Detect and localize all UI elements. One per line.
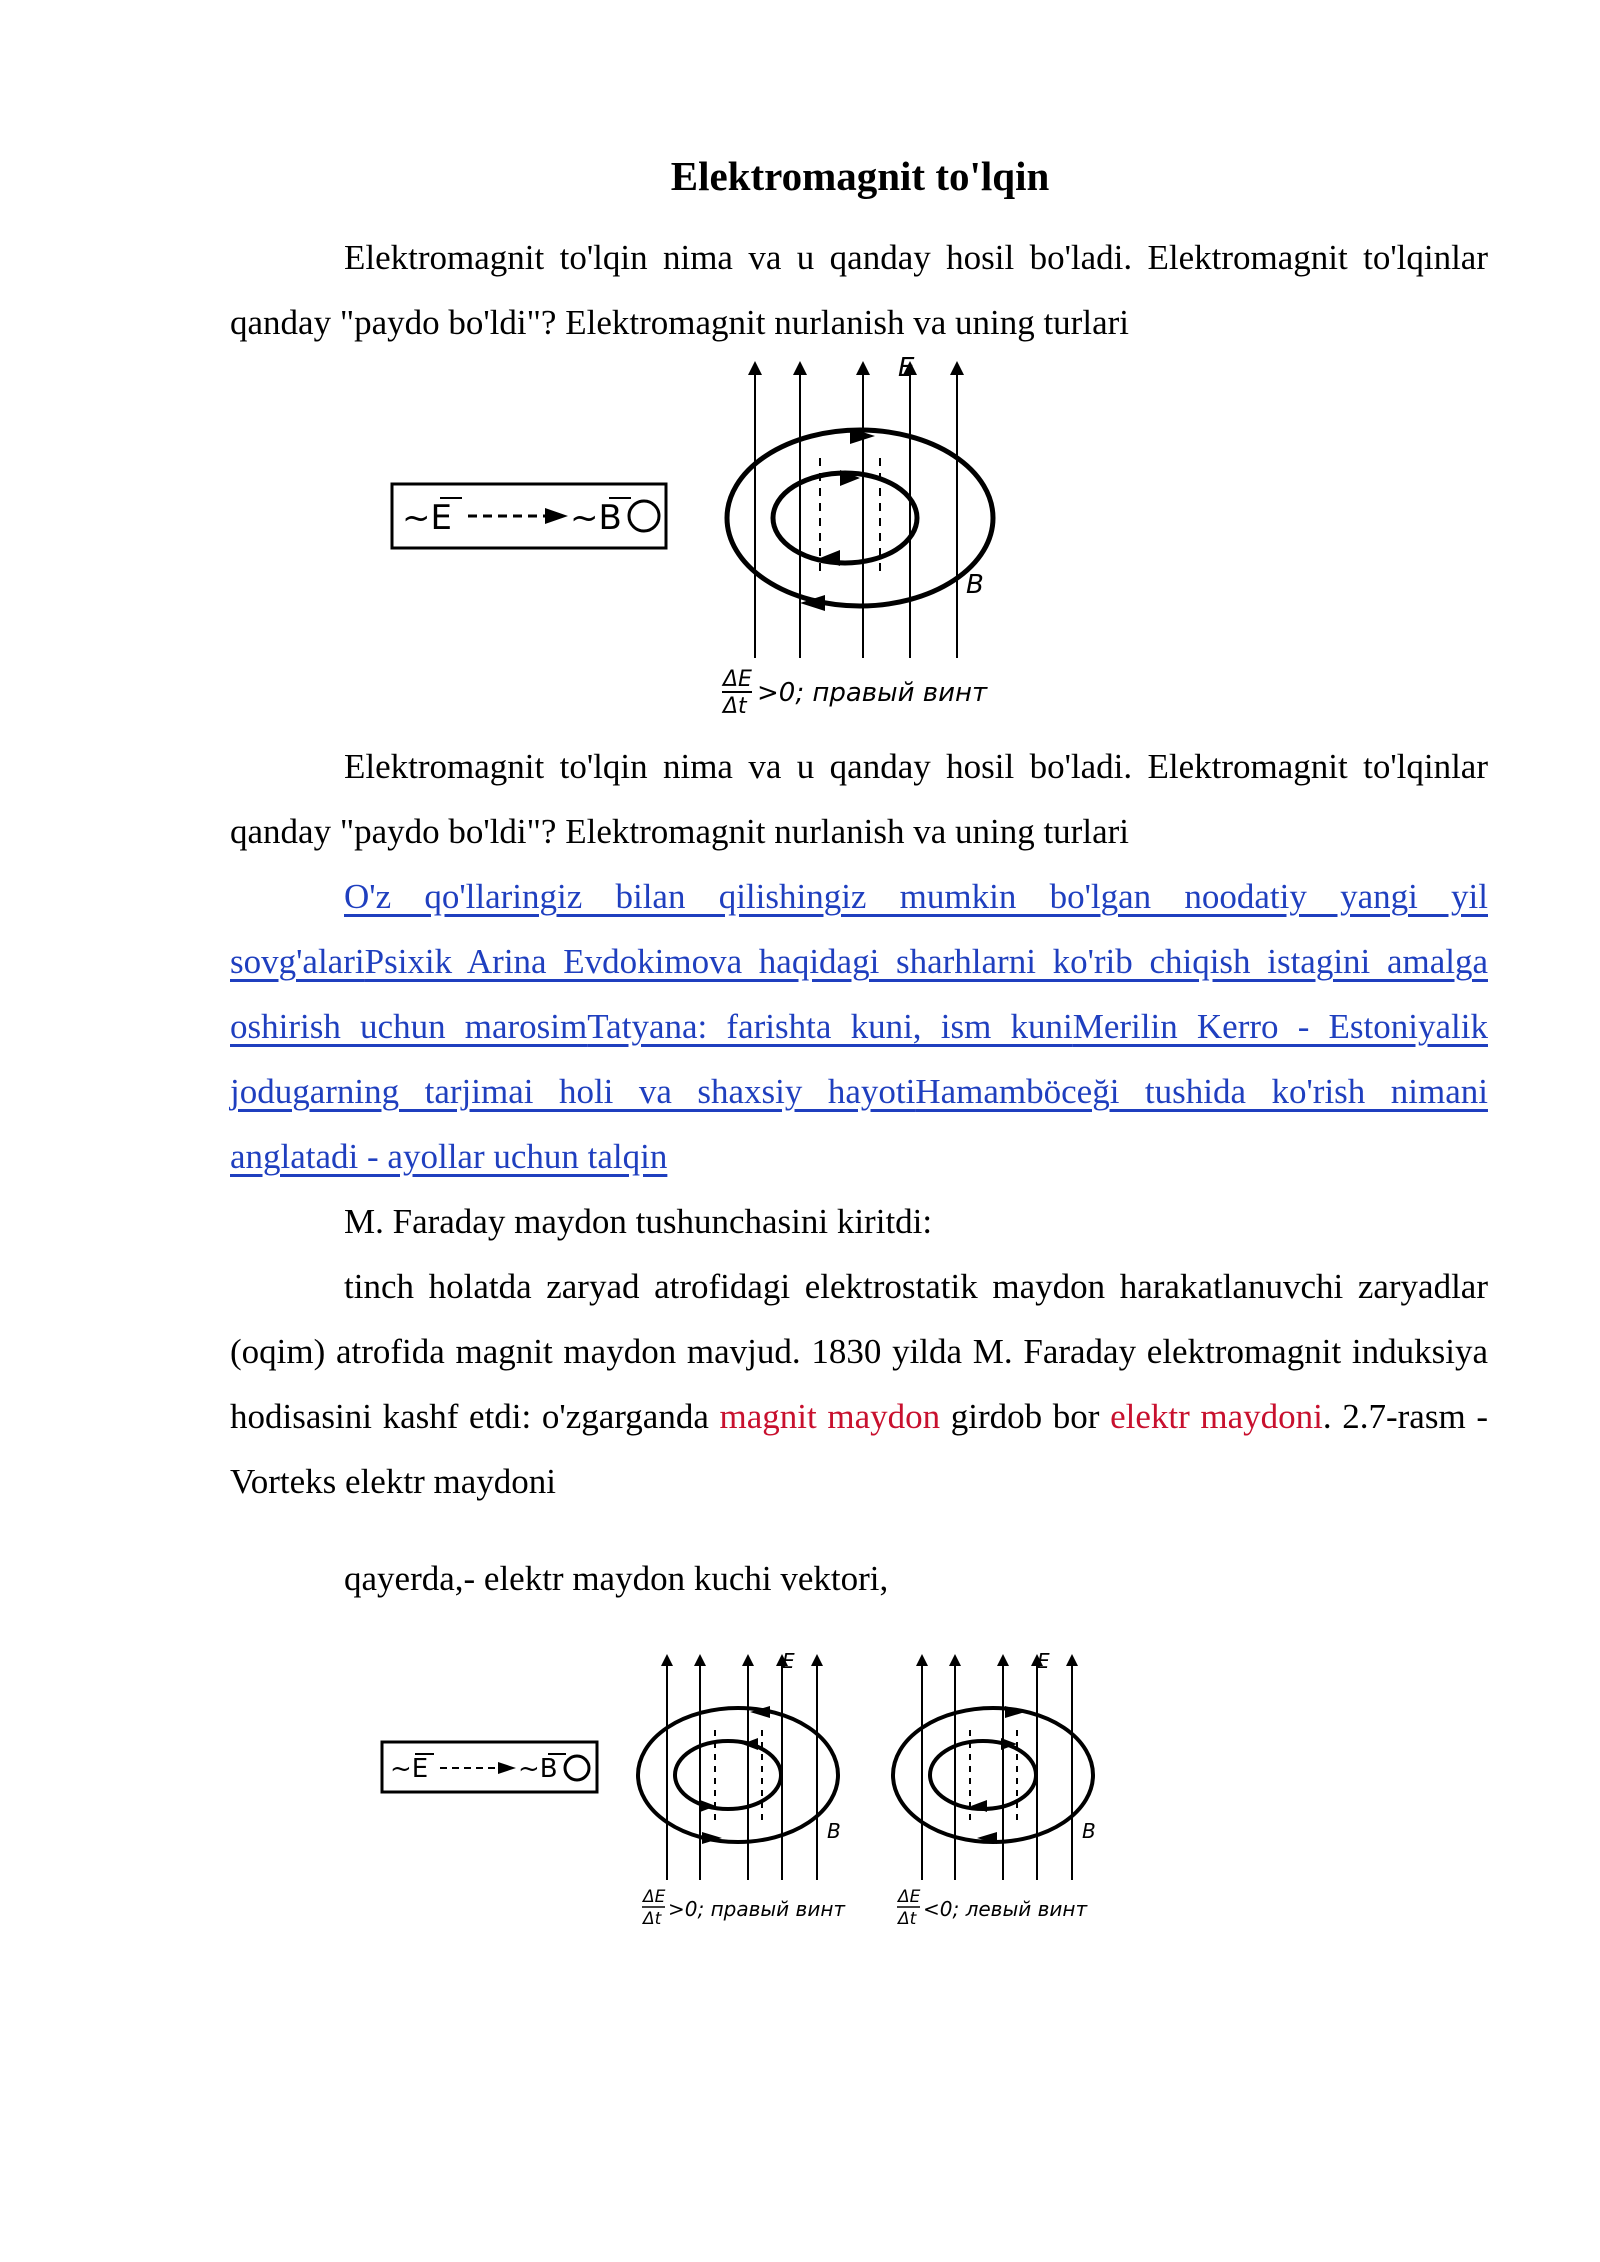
svg-text:Δt: Δt: [723, 694, 747, 718]
induction-box-2: [382, 1742, 597, 1792]
svg-text:>0; правый винт: >0; правый винт: [668, 1897, 846, 1921]
page-title: Elektromagnit to'lqin: [670, 153, 1050, 199]
right-diagram: [893, 1649, 1096, 1929]
svg-text:~E: ~E: [390, 1754, 429, 1784]
arrow-icon: [545, 508, 568, 524]
paragraph-2: Elektromagnit to'lqin nima va u qanday hosil bo'ladi. Elektromagnit to'lqinlar qanday "paydo bo'ldi"? Elektromagnit nurlanish va uning turlari: [230, 747, 1488, 851]
svg-text:E: E: [1037, 1649, 1050, 1673]
box-e-label: ~E: [402, 498, 452, 538]
link-1[interactable]: O'z qo'llaringiz bilan qilishingiz mumkin bo'lgan noodatiy yangi yil sovg'alari: [230, 877, 1488, 981]
faraday-intro: M. Faraday maydon tushunchasini kiritdi:: [344, 1202, 933, 1241]
label-b: B: [966, 570, 984, 600]
link-2[interactable]: Psixik Arina Evdokimova haqidagi sharhlarni ko'rib chiqish istagini amalga oshirish uchun marosim: [230, 942, 1488, 1046]
e-field-lines: [755, 368, 957, 658]
arrow-icon: [498, 1762, 516, 1774]
link-3[interactable]: Tatyana: farishta kuni, ism kuni: [587, 1007, 1073, 1046]
link-4[interactable]: Merilin Kerro - Estoniyalik jodugarning tarjimai holi va shaxsiy hayoti: [230, 1007, 1488, 1111]
svg-text:ΔE: ΔE: [898, 1887, 921, 1907]
svg-text:Δt: Δt: [643, 1909, 662, 1929]
box-b-label: ~B: [570, 498, 622, 538]
intro-paragraph: Elektromagnit to'lqin nima va u qanday hosil bo'ladi. Elektromagnit to'lqinlar qanday "paydo bo'ldi"? Elektromagnit nurlanish va uning turlari: [230, 238, 1488, 342]
figure-2: [370, 1640, 1130, 1930]
circulation-icon: [565, 1756, 589, 1780]
svg-text:B: B: [827, 1819, 841, 1843]
link-5[interactable]: Hamamböceği tushida ko'rish nimani anglatadi - ayollar uchun talqin: [230, 1072, 1488, 1176]
label-e: E: [898, 353, 915, 383]
svg-text:ΔE: ΔE: [723, 667, 752, 692]
svg-text:B: B: [1082, 1819, 1096, 1843]
svg-text:<0; левый винт: <0; левый винт: [923, 1897, 1088, 1921]
left-diagram: [638, 1649, 846, 1929]
svg-text:ΔE: ΔE: [643, 1887, 666, 1907]
svg-text:~B: ~B: [518, 1754, 558, 1784]
circulation-icon: [629, 501, 659, 531]
figure-1-caption: [721, 667, 988, 718]
svg-text:>0; правый винт: >0; правый винт: [757, 678, 988, 708]
faraday-paragraph: tinch holatda zaryad atrofidagi elektrostatik maydon harakatlanuvchi zaryadlar (oqim) atrofida magnit maydon mavjud. 1830 yilda M. Faraday elektromagnit induksiya hodisasini kashf etdi: o'zgarganda magnit maydon girdob bor elektr maydoni. 2.7-rasm - Vorteks elektr maydoni: [230, 1267, 1488, 1501]
b-field-loops: [727, 430, 993, 606]
figure-1: [380, 348, 1040, 718]
links-paragraph: [230, 864, 1488, 1189]
induction-box: [392, 484, 666, 548]
svg-text:Δt: Δt: [898, 1909, 917, 1929]
qayerda-text: qayerda,- elektr maydon kuchi vektori,: [344, 1559, 889, 1598]
svg-text:E: E: [782, 1649, 795, 1673]
